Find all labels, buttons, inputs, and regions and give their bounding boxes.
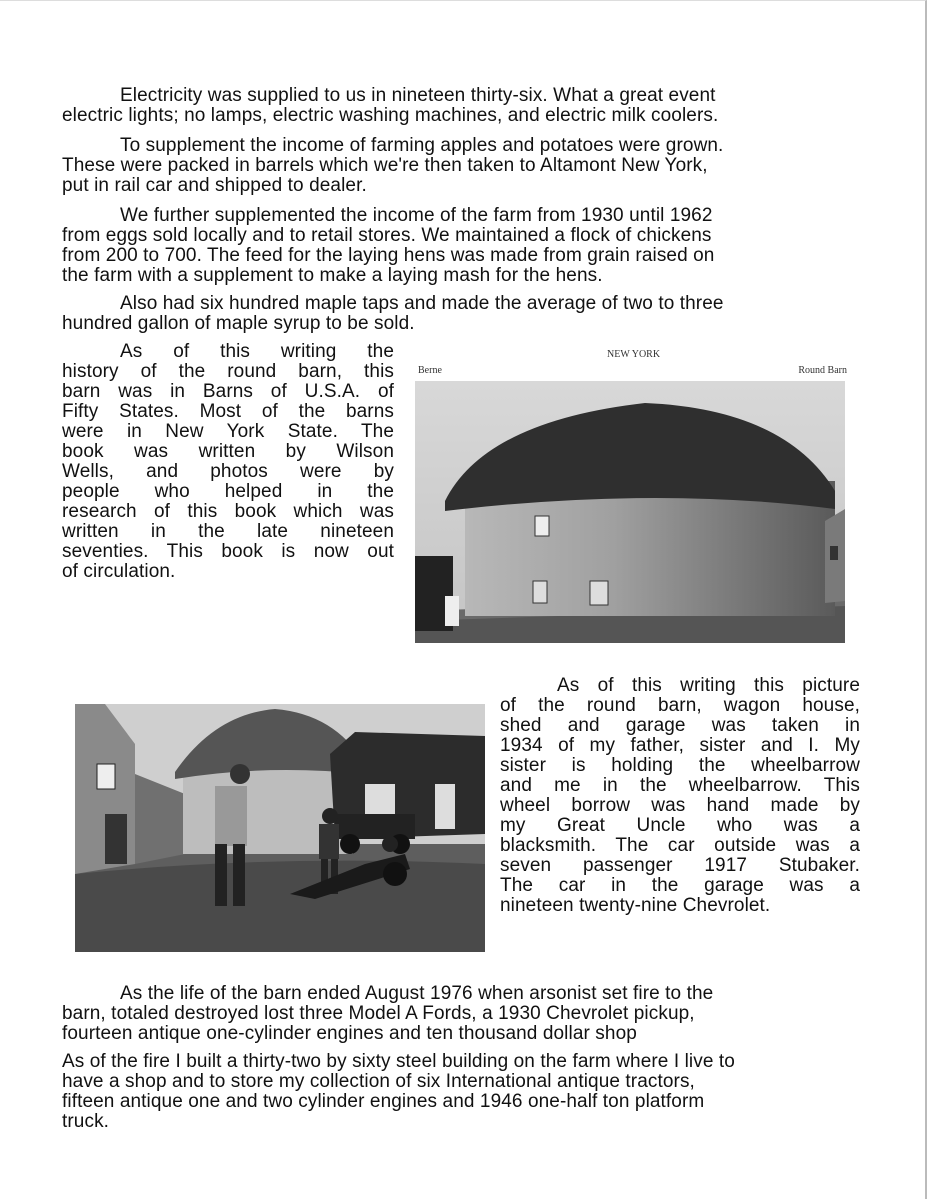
family-wheelbarrow-photo xyxy=(75,704,485,952)
text-line: written in the late nineteen xyxy=(62,521,394,542)
text-line: my Great Uncle who was a xyxy=(500,815,860,836)
text-line: The car in the garage was a xyxy=(500,875,860,896)
text-line: of circulation. xyxy=(62,561,176,582)
text-line: wheel borrow was hand made by xyxy=(500,795,860,816)
text-line: As of this writing this picture xyxy=(557,675,860,696)
text-line: and me in the wheelbarrow. This xyxy=(500,775,860,796)
paragraph-eggs xyxy=(62,206,862,286)
text-line: As of this writing the xyxy=(120,341,394,362)
text-line: research of this book which was xyxy=(62,501,394,522)
text-line: of the round barn, wagon house, xyxy=(500,695,860,716)
text-line: fourteen antique one-cylinder engines and ten thousand dollar shop xyxy=(62,1023,637,1044)
text-line: Also had six hundred maple taps and made the average of two to three xyxy=(120,293,724,314)
paragraph-electricity xyxy=(62,86,862,126)
text-line: history of the round barn, this xyxy=(62,361,394,382)
text-line: fifteen antique one and two cylinder engines and 1946 one-half ton platform xyxy=(62,1091,705,1112)
paragraph-steel-building xyxy=(62,1052,862,1132)
text-line: We further supplemented the income of the farm from 1930 until 1962 xyxy=(120,205,713,226)
text-line: Fifty States. Most of the barns xyxy=(62,401,394,422)
round-barn-photo-image xyxy=(415,381,845,643)
text-line: truck. xyxy=(62,1111,110,1132)
paragraph-fire xyxy=(62,984,862,1044)
text-line: sister is holding the wheelbarrow xyxy=(500,755,860,776)
text-line: put in rail car and shipped to dealer. xyxy=(62,175,367,196)
text-line: nineteen twenty-nine Chevrolet. xyxy=(500,895,771,916)
text-line: electric lights; no lamps, electric washing machines, and electric milk coolers. xyxy=(62,105,719,126)
round-barn-book-photo xyxy=(415,345,845,643)
text-line: people who helped in the xyxy=(62,481,394,502)
text-line: from 200 to 700. The feed for the laying hens was made from grain raised on xyxy=(62,245,715,266)
text-line: Wells, and photos were by xyxy=(62,461,394,482)
text-line: were in New York State. The xyxy=(62,421,394,442)
paragraph-book-history xyxy=(62,342,394,582)
text-line: barn was in Barns of U.S.A. of xyxy=(62,381,394,402)
photo-left-label: Berne xyxy=(418,365,442,376)
photo-header: NEW YORK xyxy=(607,349,661,360)
text-line: To supplement the income of farming apples and potatoes were grown. xyxy=(120,135,724,156)
text-line: shed and garage was taken in xyxy=(500,715,860,736)
text-line: 1934 of my father, sister and I. My xyxy=(500,735,860,756)
text-line: Electricity was supplied to us in nineteen thirty-six. What a great event xyxy=(120,85,716,106)
text-line: barn, totaled destroyed lost three Model A Fords, a 1930 Chevrolet pickup, xyxy=(62,1003,695,1024)
photo-right-label: Round Barn xyxy=(798,365,847,376)
text-line: As of the fire I built a thirty-two by sixty steel building on the farm where I live to xyxy=(62,1051,735,1072)
text-line: These were packed in barrels which we're then taken to Altamont New York, xyxy=(62,155,708,176)
paragraph-photo-caption xyxy=(500,676,860,916)
text-line: from eggs sold locally and to retail stores. We maintained a flock of chickens xyxy=(62,225,712,246)
text-line: seven passenger 1917 Stubaker. xyxy=(500,855,860,876)
text-line: have a shop and to store my collection of six International antique tractors, xyxy=(62,1071,695,1092)
text-line: blacksmith. The car outside was a xyxy=(500,835,860,856)
text-line: the farm with a supplement to make a laying mash for the hens. xyxy=(62,265,603,286)
text-line: seventies. This book is now out xyxy=(62,541,394,562)
paragraph-maple xyxy=(62,294,862,334)
text-line: As the life of the barn ended August 1976 when arsonist set fire to the xyxy=(120,983,714,1004)
paragraph-apples-potatoes xyxy=(62,136,862,196)
text-line: book was written by Wilson xyxy=(62,441,394,462)
text-line: hundred gallon of maple syrup to be sold. xyxy=(62,313,415,334)
